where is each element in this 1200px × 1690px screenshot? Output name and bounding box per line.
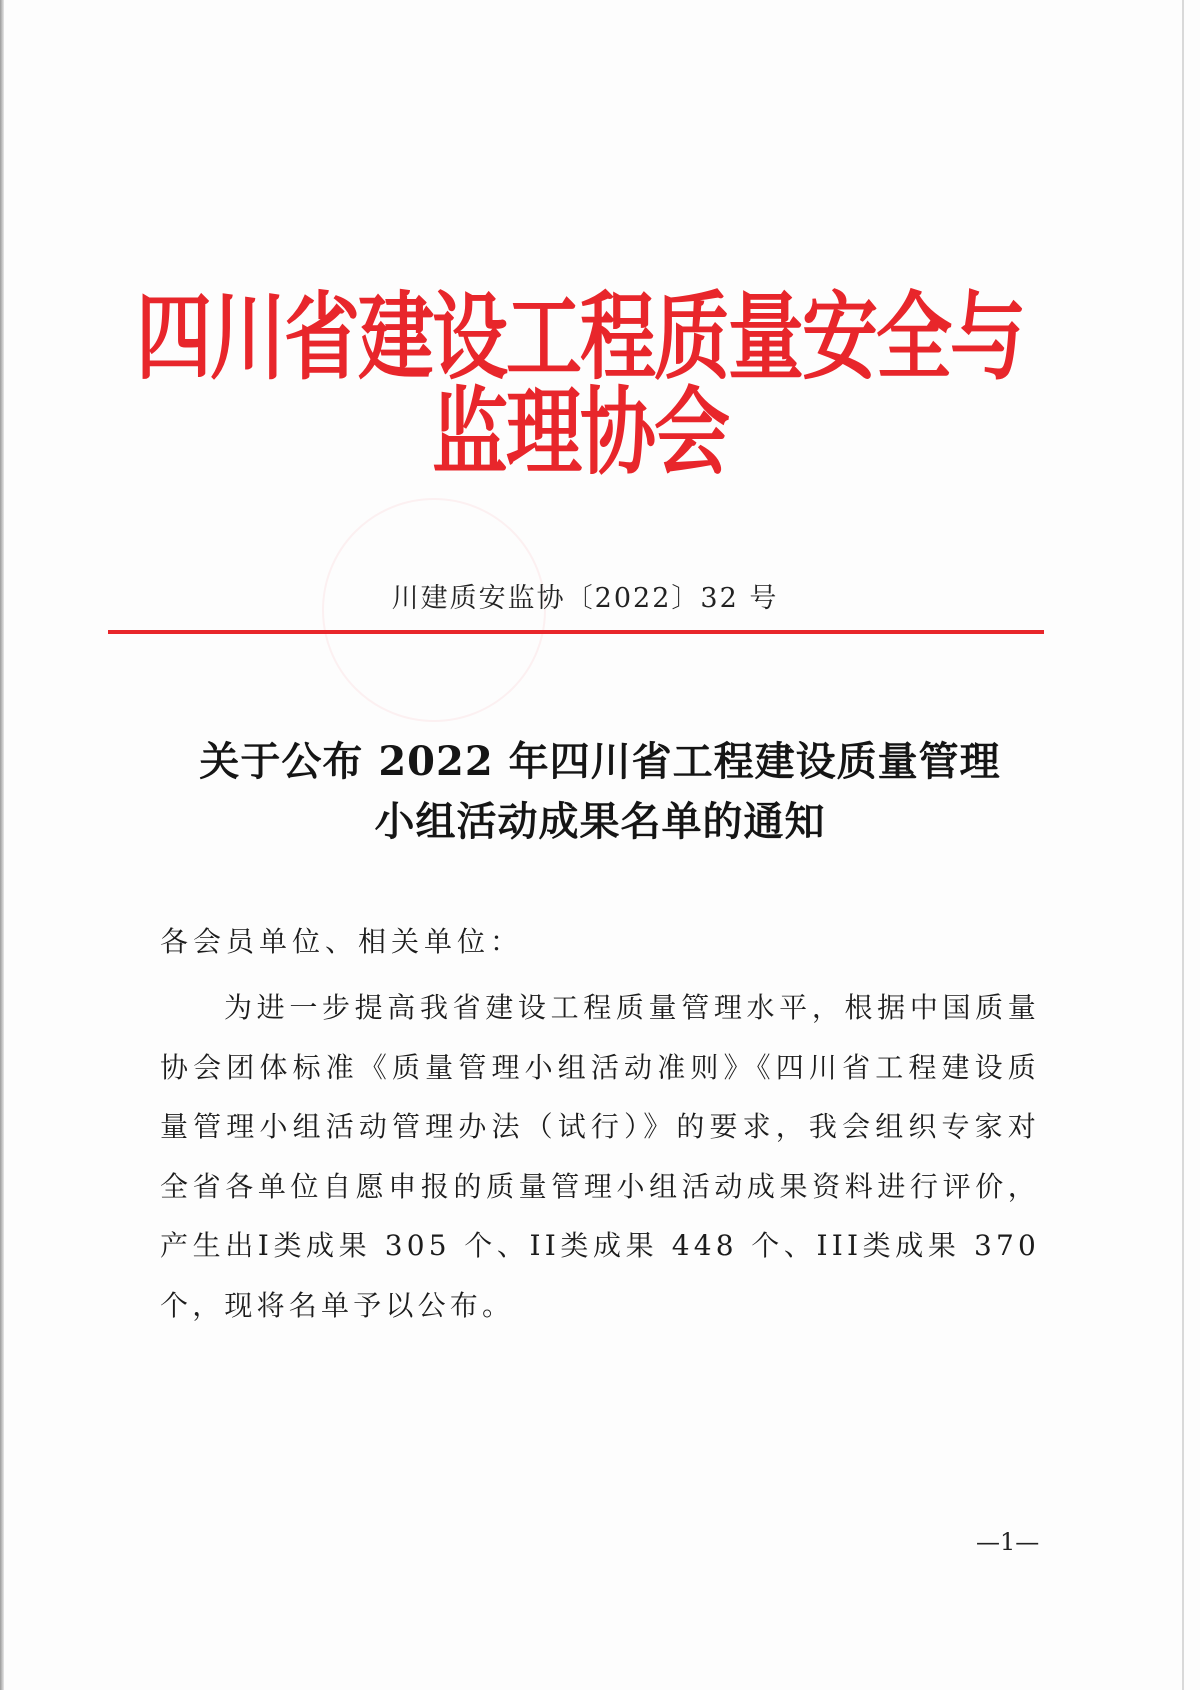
notice-title-line-1: 关于公布 2022 年四川省工程建设质量管理 [199,738,1001,785]
document-number: 川建质安监协〔2022〕32 号 [391,583,779,614]
issuing-organization-title: 四川省建设工程质量安全与监理协会 [136,281,1024,488]
notice-title-line-2: 小组活动成果名单的通知 [374,798,826,845]
red-header-divider [108,630,1044,634]
body-paragraph: 为进一步提高我省建设工程质量管理水平，根据中国质量协会团体标准《质量管理小组活动准则》《四川省工程建设质量管理小组活动管理办法（试行）》的要求，我会组织专家对全省各单位自愿申报的质量管理小组活动成果资料进行评价，产生出I类成果 305 个、II类成果 448 个、III类成果 370 个，现将名单予以公布。 [160,991,1040,1322]
notice-title [0,732,1200,852]
salutation: 各会员单位、相关单位： [160,925,524,958]
page-number: —1— [976,1528,1040,1556]
